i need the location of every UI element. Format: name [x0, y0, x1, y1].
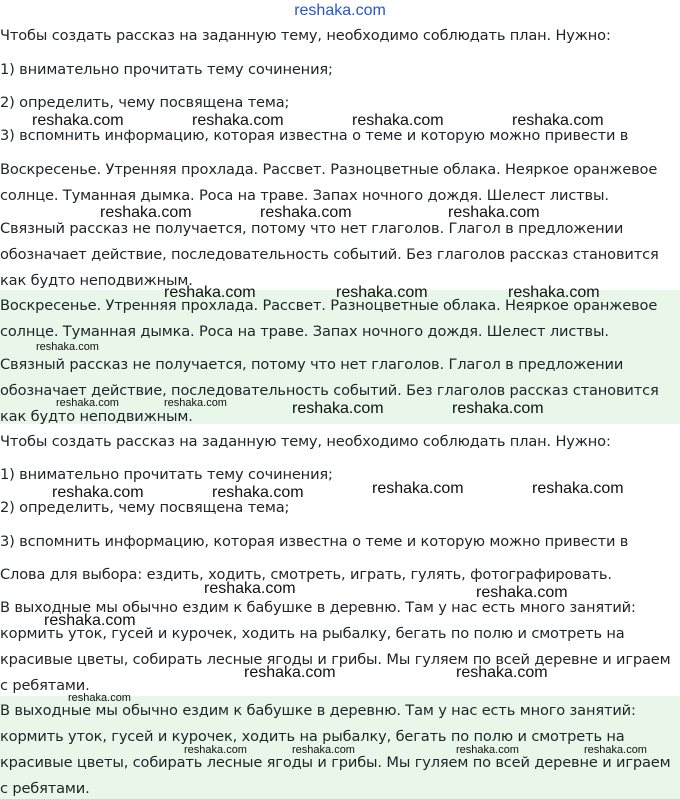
story-line: красивые цветы, собирать лесные ягоды и грибы. Мы гуляем по всей деревне и играем — [0, 651, 671, 668]
plan-item-3: 3) вспомнить информацию, которая известна о теме и которую можно привести в — [0, 533, 629, 550]
plan-item-2: 2) определить, чему посвящена тема; — [0, 499, 290, 516]
watermark: reshaka.com — [512, 112, 604, 129]
story-line: кормить уток, гусей и курочек, ходить на рыбалку, бегать по полю и смотреть на — [0, 728, 625, 745]
story-line: красивые цветы, собирать лесные ягоды и грибы. Мы гуляем по всей деревне и играем — [0, 754, 671, 771]
story-line: с ребятами. — [0, 780, 90, 797]
explanation-line: Связный рассказ не получается, потому что нет глаголов. Глагол в предложении — [0, 220, 624, 237]
plan-item-1: 1) внимательно прочитать тему сочинения; — [0, 466, 333, 483]
watermark: reshaka.com — [44, 612, 136, 629]
watermark: reshaka.com — [372, 480, 464, 497]
explanation-line: обозначает действие, последовательность событий. Без глаголов рассказ становится — [0, 246, 659, 263]
story-line: с ребятами. — [0, 677, 90, 694]
text-line: Воскресенье. Утренняя прохлада. Рассвет. Разноцветные облака. Неяркое оранжевое — [0, 161, 658, 178]
watermark: reshaka.com — [56, 397, 119, 409]
watermark: reshaka.com — [508, 284, 600, 301]
plan-item-2: 2) определить, чему посвящена тема; — [0, 94, 290, 111]
story-line: В выходные мы обычно ездим к бабушке в деревню. Там у нас есть много занятий: — [0, 599, 636, 616]
watermark: reshaka.com — [584, 744, 647, 756]
watermark: reshaka.com — [68, 692, 131, 704]
explanation-line: как будто неподвижным. — [0, 272, 193, 289]
story-line: В выходные мы обычно ездим к бабушке в деревню. Там у нас есть много занятий: — [0, 702, 636, 719]
explanation-line: как будто неподвижным. — [0, 408, 193, 425]
watermark: reshaka.com — [184, 744, 247, 756]
watermark: reshaka.com — [292, 400, 384, 417]
word-choice-line: Слова для выбора: ездить, ходить, смотреть, играть, гулять, фотографировать. — [0, 566, 612, 583]
watermark: reshaka.com — [532, 480, 624, 497]
explanation-line: обозначает действие, последовательность событий. Без глаголов рассказ становится — [0, 382, 659, 399]
watermark: reshaka.com — [476, 584, 568, 601]
plan-intro: Чтобы создать рассказ на заданную тему, необходимо соблюдать план. Нужно: — [0, 433, 611, 450]
watermark: reshaka.com — [204, 580, 296, 597]
watermark: reshaka.com — [260, 204, 352, 221]
plan-intro: Чтобы создать рассказ на заданную тему, необходимо соблюдать план. Нужно: — [0, 27, 611, 44]
site-header-link[interactable]: reshaka.com — [294, 2, 386, 19]
watermark: reshaka.com — [336, 284, 428, 301]
plan-item-1: 1) внимательно прочитать тему сочинения; — [0, 61, 333, 78]
watermark: reshaka.com — [36, 341, 99, 353]
story-line: кормить уток, гусей и курочек, ходить на рыбалку, бегать по полю и смотреть на — [0, 625, 625, 642]
plan-item-3: 3) вспомнить информацию, которая известна о теме и которую можно привести в — [0, 127, 629, 144]
watermark: reshaka.com — [164, 284, 256, 301]
text-line: солнце. Туманная дымка. Роса на траве. Запах ночного дождя. Шелест листвы. — [0, 323, 609, 340]
watermark: reshaka.com — [244, 664, 336, 681]
text-line: солнце. Туманная дымка. Роса на траве. Запах ночного дождя. Шелест листвы. — [0, 187, 609, 204]
text-line: Воскресенье. Утренняя прохлада. Рассвет. Разноцветные облака. Неяркое оранжевое — [0, 297, 658, 314]
watermark: reshaka.com — [452, 400, 544, 417]
watermark: reshaka.com — [212, 484, 304, 501]
watermark: reshaka.com — [456, 664, 548, 681]
watermark: reshaka.com — [456, 744, 519, 756]
explanation-line: Связный рассказ не получается, потому что нет глаголов. Глагол в предложении — [0, 356, 624, 373]
watermark: reshaka.com — [52, 484, 144, 501]
watermark: reshaka.com — [100, 204, 192, 221]
watermark: reshaka.com — [192, 112, 284, 129]
watermark: reshaka.com — [164, 397, 227, 409]
watermark: reshaka.com — [448, 204, 540, 221]
watermark: reshaka.com — [292, 744, 355, 756]
watermark: reshaka.com — [32, 112, 124, 129]
watermark: reshaka.com — [352, 112, 444, 129]
